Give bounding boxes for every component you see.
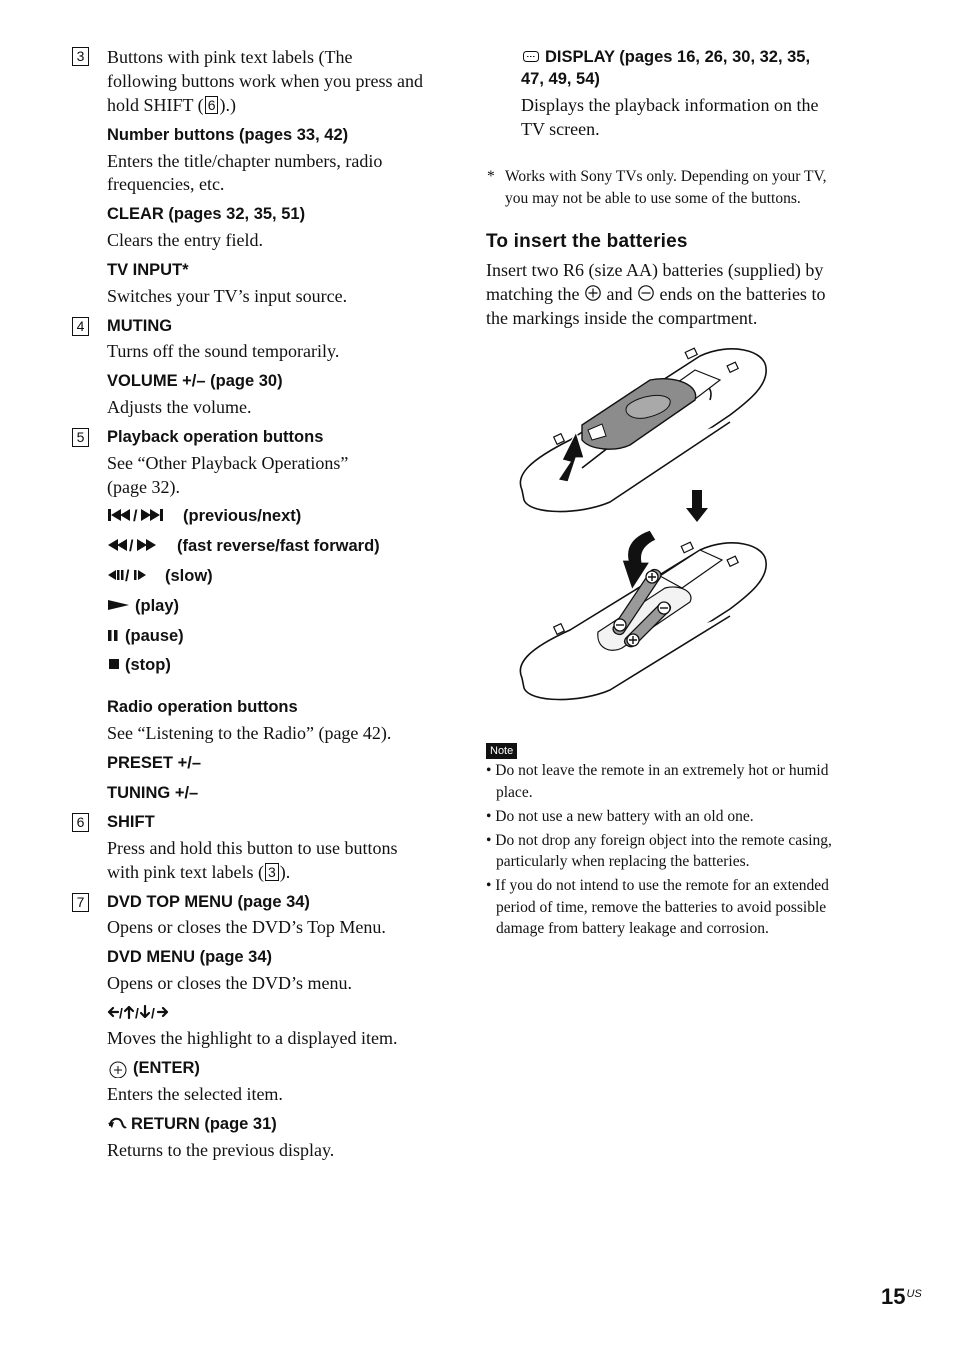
desc-shift-line-2: with pink text labels ( 3 ). [107,862,291,882]
desc-dvd-top-menu: Opens or closes the DVD’s Top Menu. [107,917,386,937]
row-enter [107,1057,200,1079]
label-return: RETURN (page 31) [131,1115,277,1133]
desc-display-line-1: Displays the playback information on the [521,95,819,115]
svg-text:/: / [119,1005,123,1021]
heading-number-buttons: Number buttons (pages 33, 42) [107,126,349,144]
pause-icon [107,626,125,644]
desc-return: Returns to the previous display. [107,1140,335,1160]
desc-tv-input: Switches your TV’s input source. [107,286,348,306]
desc-arrows: Moves the highlight to a displayed item. [107,1028,398,1048]
enter-button-icon [107,1058,133,1078]
label-display-1: DISPLAY (pages 16, 26, 30, 32, 35, [545,48,811,66]
svg-text:/: / [125,568,130,584]
remote-battery-illustration [510,340,780,725]
ref-box-6: 6 [205,96,219,114]
heading-dvd-top-menu: DVD TOP MENU (page 34) [107,893,310,911]
heading-playback: Playback operation buttons [107,428,324,446]
footnote-mark: * [487,168,495,185]
batteries-line-2: matching the and ends on the batteries to [486,284,826,304]
heading-tuning: TUNING +/– [107,784,199,802]
note-item-3-line-1: • Do not drop any foreign object into the remote casing, [486,831,832,849]
heading-radio: Radio operation buttons [107,698,298,716]
desc-number-line-1: Enters the title/chapter numbers, radio [107,151,383,171]
row-fast [107,535,380,557]
row-prev-next [107,505,301,527]
desc-display-line-2: TV screen. [521,119,600,139]
svg-text:/: / [129,538,134,554]
row-arrows [107,1003,173,1023]
desc-clear: Clears the entry field. [107,230,263,250]
page-number [881,1284,922,1310]
ref-box-3: 3 [265,863,279,881]
heading-display-line-1 [521,46,810,68]
label-enter: (ENTER) [133,1059,200,1077]
desc-muting: Turns off the sound temporarily. [107,341,340,361]
heading-muting: MUTING [107,317,173,335]
desc-dvd-menu: Opens or closes the DVD’s menu. [107,973,352,993]
prev-next-icon [107,506,183,524]
page-number-value: 15 [881,1284,906,1309]
label-pause: (pause) [125,627,184,645]
section-number-7: 7 [72,893,89,912]
desc-radio: See “Listening to the Radio” (page 42). [107,723,392,743]
section-number-5: 5 [72,428,89,447]
return-icon [107,1114,131,1132]
row-slow [107,565,213,587]
row-stop [107,654,171,676]
note-item-3-line-2: particularly when replacing the batteries. [496,853,750,870]
section-number-6: 6 [72,813,89,832]
row-return [107,1113,277,1135]
desc-playback-line-2: (page 32). [107,477,180,497]
heading-clear: CLEAR (pages 32, 35, 51) [107,205,306,223]
note-item-4-line-2: period of time, remove the batteries to avoid possible [496,898,827,916]
svg-text:/: / [151,1005,155,1021]
note-item-4-line-1: • If you do not intend to use the remote for an extended [486,877,829,894]
label-play: (play) [135,597,180,615]
down-arrow-icon [686,490,708,522]
desc-number-line-2: frequencies, etc. [107,174,225,194]
label-stop: (stop) [125,656,171,674]
section-3-intro-line-2: following buttons work when you press and [107,71,423,91]
note-item-1-line-2: place. [496,783,533,801]
play-icon [107,596,135,614]
note-item-2-line-1: • Do not use a new battery with an old one. [486,807,754,825]
heading-volume: VOLUME +/– (page 30) [107,372,283,390]
heading-display-line-2: 47, 49, 54) [521,70,600,88]
section-3-intro-line-3: hold SHIFT ( 6 ).) [107,95,236,115]
desc-volume: Adjusts the volume. [107,397,252,417]
arrow-keys-icon [107,1003,173,1021]
row-pause [107,625,184,647]
note-item-4-line-3: damage from battery leakage and corrosion. [496,920,769,937]
heading-shift: SHIFT [107,813,155,831]
label-fast: (fast reverse/fast forward) [177,537,380,555]
section-number-3: 3 [72,47,89,66]
footnote-line-2: you may not be able to use some of the buttons. [505,190,801,207]
batteries-line-3: the markings inside the compartment. [486,308,758,328]
display-button-icon [521,47,545,65]
label-slow: (slow) [165,567,213,585]
footnote-line-1: Works with Sony TVs only. Depending on your TV, [505,168,827,185]
desc-enter: Enters the selected item. [107,1084,283,1104]
batteries-heading: To insert the batteries [486,231,688,252]
slow-icon [107,566,165,584]
fast-reverse-forward-icon [107,536,177,554]
row-play [107,595,179,617]
heading-preset: PRESET +/– [107,754,201,772]
stop-icon [107,655,125,673]
desc-playback-line-1: See “Other Playback Operations” [107,453,349,473]
svg-text:/: / [135,1005,139,1021]
heading-dvd-menu: DVD MENU (page 34) [107,948,273,966]
label-prev-next: (previous/next) [183,507,302,525]
note-badge: Note [486,743,517,759]
section-3-intro-line-1: Buttons with pink text labels (The [107,47,353,67]
note-item-1-line-1: • Do not leave the remote in an extremely hot or humid [486,762,829,779]
desc-shift-line-1: Press and hold this button to use buttons [107,838,398,858]
page-number-suffix: US [906,1288,922,1300]
section-number-4: 4 [72,317,89,336]
svg-text:/: / [133,508,138,524]
plus-terminal-icon [584,284,602,302]
minus-terminal-icon [637,284,655,302]
heading-tv-input: TV INPUT* [107,261,189,279]
batteries-line-1: Insert two R6 (size AA) batteries (supplied) by [486,260,824,280]
